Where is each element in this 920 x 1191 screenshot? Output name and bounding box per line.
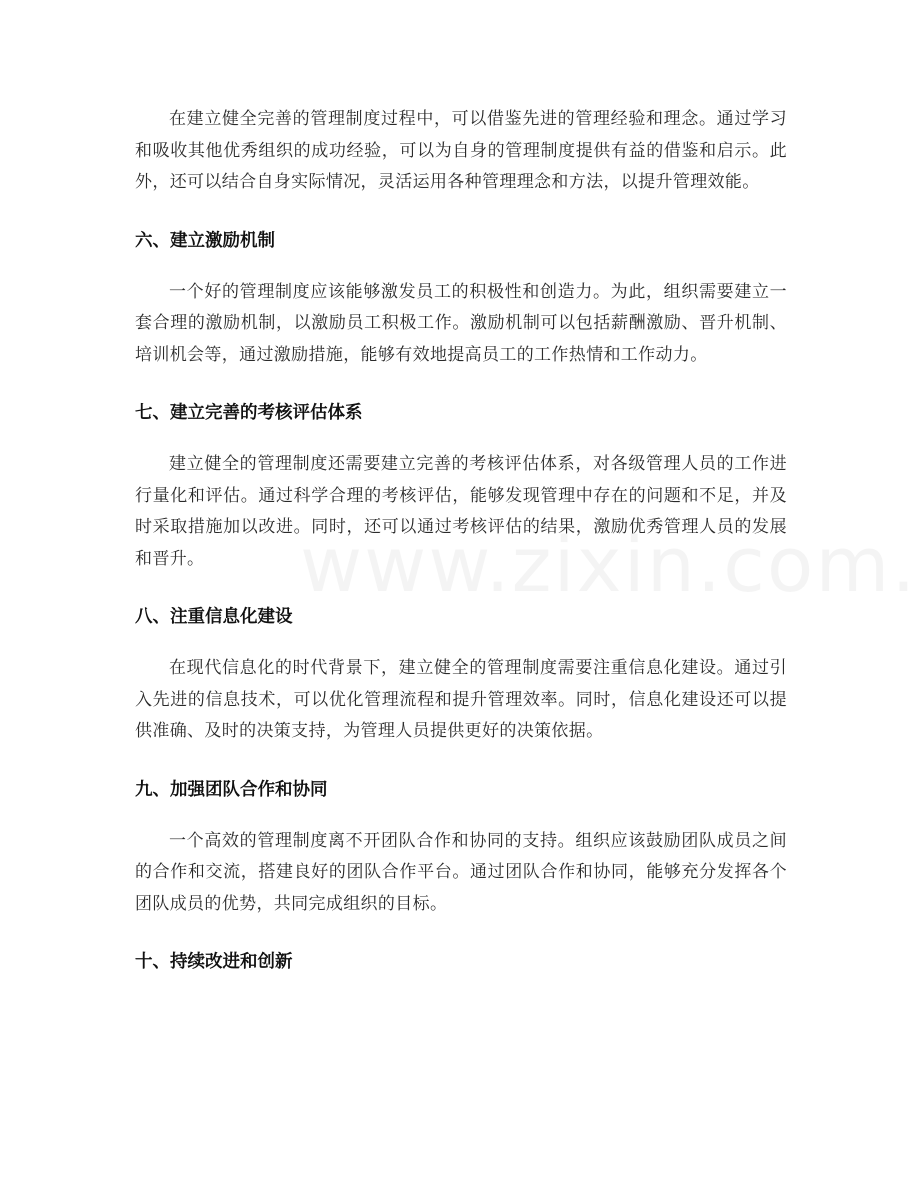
section-heading-10: 十、持续改进和创新	[135, 952, 293, 972]
section-heading-8: 八、注重信息化建设	[135, 607, 293, 627]
paragraph-section-6: 一个好的管理制度应该能够激发员工的积极性和创造力。为此，组织需要建立一套合理的激励机制，以激励员工积极工作。激励机制可以包括薪酬激励、晋升机制、培训机会等，通过激励措施，能够有效地提高员工的工作热情和工作动力。	[135, 281, 787, 365]
paragraph-section-7: 建立健全的管理制度还需要建立完善的考核评估体系，对各级管理人员的工作进行量化和评估。通过科学合理的考核评估，能够发现管理中存在的问题和不足，并及时采取措施加以改进。同时，还可以通过考核评估的结果，激励优秀管理人员的发展和晋升。	[135, 454, 787, 569]
paragraph-section-8: 在现代信息化的时代背景下，建立健全的管理制度需要注重信息化建设。通过引入先进的信息技术，可以优化管理流程和提升管理效率。同时，信息化建设还可以提供准确、及时的决策支持，为管理人员提供更好的决策依据。	[135, 658, 787, 741]
paragraph-section-9: 一个高效的管理制度离不开团队合作和协同的支持。组织应该鼓励团队成员之间的合作和交流，搭建良好的团队合作平台。通过团队合作和协同，能够充分发挥各个团队成员的优势，共同完成组织的目标。	[135, 830, 787, 914]
paragraph-intro: 在建立健全完善的管理制度过程中，可以借鉴先进的管理经验和理念。通过学习和吸收其他优秀组织的成功经验，可以为自身的管理制度提供有益的借鉴和启示。此外，还可以结合自身实际情况，灵活运用各种管理理念和方法，以提升管理效能。	[135, 109, 787, 192]
section-heading-6: 六、建立激励机制	[135, 230, 275, 251]
section-heading-7: 七、建立完善的考核评估体系	[135, 403, 363, 423]
section-heading-9: 九、加强团队合作和协同	[135, 779, 328, 800]
document-body	[135, 104, 787, 974]
